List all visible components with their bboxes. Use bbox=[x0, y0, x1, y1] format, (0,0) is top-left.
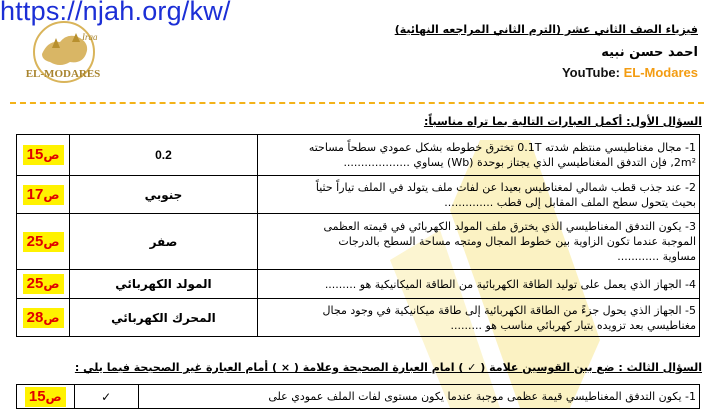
statement-line: 3- يكون التدفق المغناطيسي الذي يخترق ملف المولد الكهربائي في قيمته العظمى bbox=[323, 220, 696, 233]
url-watermark: https://njah.org/kw/ bbox=[0, 0, 231, 26]
page-ref-cell: ص15 bbox=[17, 135, 70, 176]
question1-title: السؤال الأول: أكمل العبارات التالية بما تراه مناسباً: bbox=[423, 115, 702, 128]
statement-cell bbox=[257, 214, 699, 270]
statement-line: 1- يكون التدفق المغناطيسي قيمة عظمى موجبة عندما يكون مستوى لفات الملف عمودي على bbox=[268, 390, 696, 403]
statement-line: بحيث يتحول سطح الملف المقابل إلى قطب .............. bbox=[444, 195, 696, 209]
statement-cell bbox=[257, 270, 699, 299]
statement-line: 5- الجهاز الذي يحول جزءً من الطاقة الكهربائية إلى طاقة ميكانيكية في وجود مجال bbox=[322, 303, 696, 317]
table-row bbox=[17, 385, 700, 409]
statement-cell bbox=[138, 385, 699, 409]
header-divider bbox=[10, 102, 704, 104]
logo-text: EL-MODARES bbox=[25, 68, 101, 80]
statement-cell bbox=[257, 176, 699, 214]
table-row bbox=[17, 135, 700, 176]
statement-line: مساوية ............ bbox=[617, 250, 696, 263]
statement-line: 1- مجال مغناطيسي منتظم شدته 0.1T تخترق خطوطه بشكل عمودي سطحاً مساحته bbox=[308, 141, 696, 154]
statement-line: مغناطيسي بعد تزويده بتيار كهربائي مناسب هو ......... bbox=[450, 318, 696, 332]
mark-cell: ✓ bbox=[74, 385, 138, 409]
statement-line: 2- عند جذب قطب شمالي لمغناطيس بعيدا عن لفات ملف يتولد في الملف تياراً حثياً bbox=[315, 180, 696, 194]
page-ref-cell: ص25 bbox=[17, 214, 70, 270]
answer-cell: جنوبي bbox=[70, 176, 258, 214]
subject-line: فيزياء الصف الثاني عشر (الترم الثاني المراجعه النهائية) bbox=[394, 23, 698, 36]
answer-cell: المحرك الكهربائي bbox=[70, 299, 258, 337]
statement-line: الموجبة عندما تكون الزاوية بين خطوط المجال ومتجه مساحة السطح بالدرجات bbox=[338, 235, 696, 248]
table-row bbox=[17, 270, 700, 299]
el-modares-logo bbox=[12, 18, 114, 96]
table-row bbox=[17, 214, 700, 270]
page-ref-cell: ص17 bbox=[17, 176, 70, 214]
youtube-channel: EL-Modares bbox=[623, 65, 698, 80]
page-ref-cell: ص25 bbox=[17, 270, 70, 299]
question3-title: السؤال الثالث : ضع بين القوسين علامة ( ✓ ) امام العبارة الصحيحة وعلامة ( × ) أمام العبارة غير الصحيحة فيما يلي : bbox=[74, 361, 702, 374]
statement-cell bbox=[257, 299, 699, 337]
table-row bbox=[17, 299, 700, 337]
youtube-prefix: YouTube: bbox=[561, 65, 624, 80]
document-header bbox=[338, 22, 698, 80]
page-ref-cell: ص28 bbox=[17, 299, 70, 337]
answer-cell: صفر bbox=[70, 214, 258, 270]
page-ref-cell: ص15 bbox=[17, 385, 75, 409]
youtube-line bbox=[338, 65, 698, 80]
question3-table bbox=[16, 384, 700, 409]
svg-text:Iraa: Iraa bbox=[82, 32, 98, 42]
statement-line: 4- الجهاز الذي يعمل على توليد الطاقة الكهربائية من الطاقة الميكانيكية هو ......... bbox=[324, 277, 696, 291]
table-row bbox=[17, 176, 700, 214]
answer-cell: 0.2 bbox=[70, 135, 258, 176]
author-name: احمد حسن نبيه bbox=[601, 45, 698, 60]
question1-table bbox=[16, 134, 700, 337]
statement-cell bbox=[257, 135, 699, 176]
statement-line: 2m², فإن التدفق المغناطيسي الذي يجتاز بوحدة (Wb) يساوي ................... bbox=[343, 156, 696, 169]
answer-cell: المولد الكهربائي bbox=[70, 270, 258, 299]
